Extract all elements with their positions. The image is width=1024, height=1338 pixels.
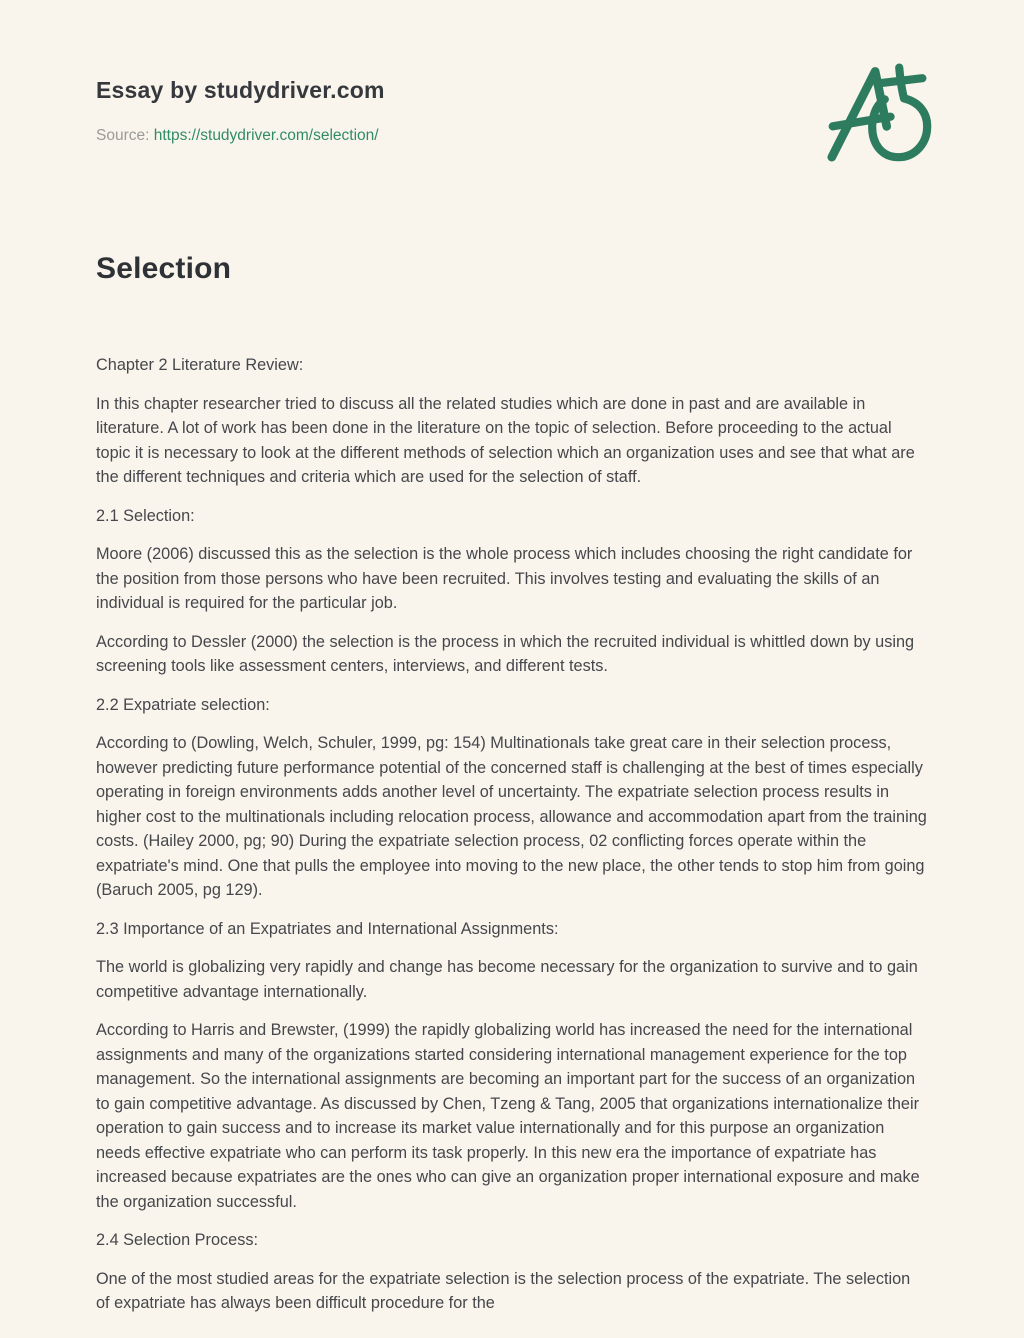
paragraph: According to (Dowling, Welch, Schuler, 1999, pg: 154) Multinationals take great care in their selection process, however predicting future performance potential of the concerned staff is challenging at the best of times especially operating in foreign environments adds another level of uncertainty. The expatriate selection process results in higher cost to the multinationals including relocation process, allowance and accommodation apart from the training costs. (Hailey 2000, pg; 90) During the expatriate selection process, 02 conflicting forces operate within the expatriate's mind. One that pulls the employee into moving to the new place, the other tends to stop him from going (Baruch 2005, pg 129). — [96, 734, 927, 899]
paragraph: The world is globalizing very rapidly and change has become necessary for the organization to survive and to gain competitive advantage internationally. — [96, 958, 918, 1001]
source-line — [96, 125, 928, 147]
section-heading: 2.2 Expatriate selection: — [96, 695, 270, 714]
section-heading: 2.3 Importance of an Expatriates and International Assignments: — [96, 919, 559, 938]
document-title: Selection — [96, 252, 232, 285]
a-plus-logo-icon — [826, 54, 932, 164]
paragraph: According to Dessler (2000) the selection is the process in which the recruited individual is whittled down by using screening tools like assessment centers, interviews, and different tests. — [96, 632, 915, 675]
source-link[interactable]: https://studydriver.com/selection/ — [153, 127, 379, 144]
section-heading: 2.4 Selection Process: — [96, 1231, 258, 1249]
source-label: Source: — [96, 127, 150, 144]
section-heading: 2.1 Selection: — [96, 506, 195, 525]
paragraph: One of the most studied areas for the expatriate selection is the selection process of the expatriate. The selection of expatriate has always been difficult procedure for the — [96, 1269, 911, 1312]
section-heading: Chapter 2 Literature Review: — [96, 356, 304, 374]
page-header-title: Essay by studydriver.com — [96, 77, 385, 103]
paragraph: In this chapter researcher tried to discuss all the related studies which are done in past and are available in literature. A lot of work has been done in the literature on the topic of selection. Before proceeding to the actual topic it is necessary to look at the different methods of selection which an organization uses and see that what are the different techniques and criteria which are used for the selection of staff. — [96, 394, 915, 486]
paragraph: Moore (2006) discussed this as the selection is the whole process which includes choosing the right candidate for the position from those persons who have been recruited. This involves testing and evaluating the skills of an individual is required for the particular job. — [96, 545, 913, 612]
paragraph: According to Harris and Brewster, (1999) the rapidly globalizing world has increased the need for the international assignments and many of the organizations started considering international management experience for the top management. So the international assignments are becoming an important part for the success of an organization to gain competitive advantage. As discussed by Chen, Tzeng & Tang, 2005 that organizations internationalize their operation to gain success and to increase its market value internationally and for this purpose an organization needs effective expatriate who can perform its task properly. In this new era the importance of expatriate has increased because expatriates are the ones who can give an organization proper international exposure and make the organization successful. — [96, 1021, 920, 1211]
document-body — [96, 353, 928, 1316]
